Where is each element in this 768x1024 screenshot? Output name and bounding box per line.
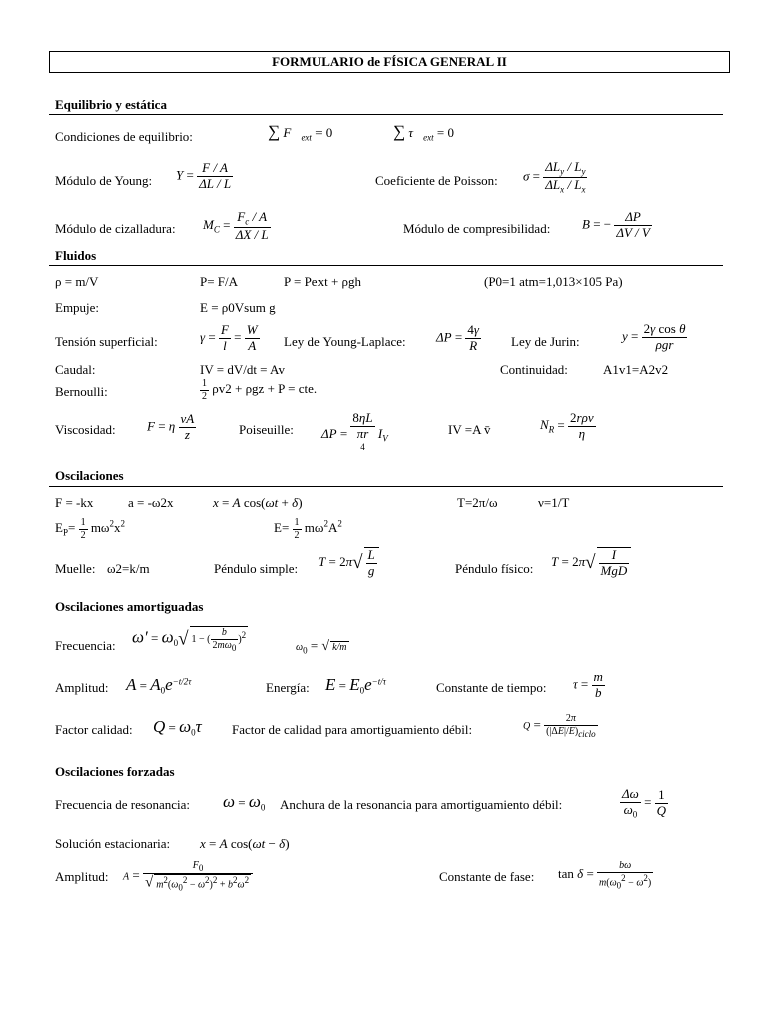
formula-caudal: IV = dV/dt = Av <box>200 362 285 377</box>
formula-posicion: x = A cos(ωt + δ) <box>213 495 303 510</box>
formula-hooke: F = -kx <box>55 495 94 510</box>
page-title: FORMULARIO de FÍSICA GENERAL II <box>49 51 730 73</box>
label-jurin: Ley de Jurin: <box>511 334 580 349</box>
label-continuidad: Continuidad: <box>500 362 568 377</box>
formula-bernoulli: $\frac{1}{2}$ ρv2 + ρgz + P = cte. <box>202 378 318 402</box>
formula-reynolds: $N_R$ = $\frac{\text{2rρv}}{\eta}$ <box>540 410 594 441</box>
label-muelle: Muelle: <box>55 561 96 576</box>
section-heading-amortiguadas: Oscilaciones amortiguadas <box>55 599 204 614</box>
formula-poiseuille: ΔP = 8ηL πr $^4$ $I_V$ <box>321 410 388 452</box>
formula-presion-atmosferica: (P0=1 atm=1,013×105 Pa) <box>484 274 623 289</box>
label-amplitud-forzada: Amplitud: <box>55 869 109 884</box>
label-young: Módulo de Young: <box>55 173 153 188</box>
formula-constante-tiempo: τ = $\frac{m}{b}$ <box>573 669 603 700</box>
formula-periodo: T=2π/ω <box>457 495 498 510</box>
label-condiciones: Condiciones de equilibrio: <box>55 129 193 144</box>
formula-cizalladura: $M_C$ = $\frac{F_c / A}{\Delta X / L}$ <box>203 209 269 242</box>
formula-empuje: E = ρ0Vsum g <box>200 300 276 315</box>
formula-amplitud-forzada: A = $\frac{F_0}{√ m^2(\omega_0^2 - \omega^2)^2 + b^2\omega^2}$ <box>123 860 253 893</box>
formula-jurin: y = $\frac{\text{2γ cos θ}}{\text{ρgr}}$ <box>622 321 686 352</box>
label-solucion: Solución estacionaria: <box>55 836 171 851</box>
label-bernoulli: Bernoulli: <box>55 384 108 399</box>
formula-young-laplace: ΔP = $\frac{4\gamma}{R}$ <box>436 322 480 353</box>
formula-factor-calidad: $Q = \omega_0\tau$ <box>153 717 202 738</box>
bernoulli-terms: ρv2 + ρgz + P = cte. <box>212 380 318 396</box>
formula-poisson: σ = $\frac{\Delta L_y / L_y}{\Delta L_x / L_x}$ <box>523 159 586 195</box>
formula-frecuencia-natural: $\omega_0$ = √ k/m <box>296 638 347 656</box>
formula-presion-hidrostatica: P = Pext + ρgh <box>284 274 362 289</box>
formula-muelle: ω2=k/m <box>107 561 150 576</box>
label-empuje: Empuje: <box>55 300 100 315</box>
formula-viscosidad: F = η $\frac{vA}{z}$ <box>147 411 195 442</box>
formula-sum-torques: ∑ $\tau⃗_{ext} = 0$ <box>393 122 454 143</box>
formula-tension: γ = $\frac{F}{l}$ = $\frac{W}{A}$ <box>200 322 258 353</box>
label-cizalladura: Módulo de cizalladura: <box>55 221 176 236</box>
formula-amplitud-amortiguada: $A = A_0e^{-t/2\tau}$ <box>126 675 192 696</box>
formula-resonancia: $\omega = \omega_0$ <box>223 792 266 813</box>
label-viscosidad: Viscosidad: <box>55 422 116 437</box>
label-poiseuille: Poiseuille: <box>239 422 294 437</box>
section-divider <box>49 265 723 266</box>
section-divider <box>49 486 723 487</box>
formula-frecuencia: ν=1/T <box>538 495 570 510</box>
formula-anchura: $\frac{\Delta\omega}{\omega_0}$ = $\frac{1}{Q}$ <box>622 786 667 820</box>
formula-caudal-medio: IV =A v̄ <box>448 422 491 437</box>
label-poisson: Coeficiente de Poisson: <box>375 173 498 188</box>
formula-young: Y = $\frac{F / A}{\Delta L / L}$ <box>176 160 232 191</box>
label-factor-calidad: Factor calidad: <box>55 722 133 737</box>
formula-energia-amortiguada: $E = E_0e^{-t/\tau}$ <box>325 675 386 696</box>
section-heading-fluidos: Fluidos <box>55 248 97 263</box>
label-caudal: Caudal: <box>55 362 96 377</box>
formula-densidad: ρ = m/V <box>55 274 99 289</box>
label-resonancia: Frecuencia de resonancia: <box>55 797 190 812</box>
section-heading-forzadas: Oscilaciones forzadas <box>55 764 175 779</box>
formula-fase: tan δ = $\frac{b\omega}{m(\omega_0^2 - \omega^2)}$ <box>558 860 652 890</box>
label-young-laplace: Ley de Young-Laplace: <box>284 334 406 349</box>
label-calidad-debil: Factor de calidad para amortiguamiento débil: <box>232 722 473 737</box>
label-pendulo-simple: Péndulo simple: <box>214 561 299 576</box>
formula-aceleracion: a = -ω2x <box>128 495 174 510</box>
label-fase: Constante de fase: <box>439 869 535 884</box>
label-constante-tiempo: Constante de tiempo: <box>436 680 547 695</box>
formula-continuidad: A1v1=A2v2 <box>603 362 669 377</box>
label-energia-amortiguada: Energía: <box>266 680 310 695</box>
formula-presion: P= F/A <box>200 274 239 289</box>
label-tension: Tensión superficial: <box>55 334 158 349</box>
formula-compresibilidad: B = − $\frac{\Delta P}{\Delta V / V}$ <box>582 209 650 240</box>
formula-calidad-debil: Q = $\frac{2\pi}{(|\Delta E|/E)_{ciclo}}$ <box>523 713 596 739</box>
label-amplitud-amortiguada: Amplitud: <box>55 680 109 695</box>
section-heading-equilibrio: Equilibrio y estática <box>55 97 167 112</box>
formula-energia-total: E= $\frac{1}{2}$ $m\omega^2A^2$ <box>274 517 342 541</box>
label-frecuencia-amortiguada: Frecuencia: <box>55 638 116 653</box>
label-compresibilidad: Módulo de compresibilidad: <box>403 221 551 236</box>
label-anchura: Anchura de la resonancia para amortiguamiento débil: <box>280 797 563 812</box>
formula-solucion: x = A cos(ωt − δ) <box>200 836 290 851</box>
section-divider <box>49 114 723 115</box>
section-heading-oscilaciones: Oscilaciones <box>55 468 124 483</box>
label-pendulo-fisico: Péndulo físico: <box>455 561 534 576</box>
formula-pendulo-fisico: T = 2π√ $\frac{I}{\text{MgD}}$ <box>551 547 631 579</box>
formula-frecuencia-amortiguada: $\omega' = \omega_0√$ 1 − ( $\frac{b}{2m\omega_0}$ )$^2$ <box>132 627 247 653</box>
formula-energia-potencial: $E_P=$ $\frac{1}{2}$ $m\omega^2x^2$ <box>55 517 125 541</box>
formula-sum-forces: ∑ $F⃗_{ext} = 0$ <box>268 122 333 143</box>
formula-pendulo-simple: T = 2π√ $\frac{L}{g}$ <box>318 547 379 579</box>
